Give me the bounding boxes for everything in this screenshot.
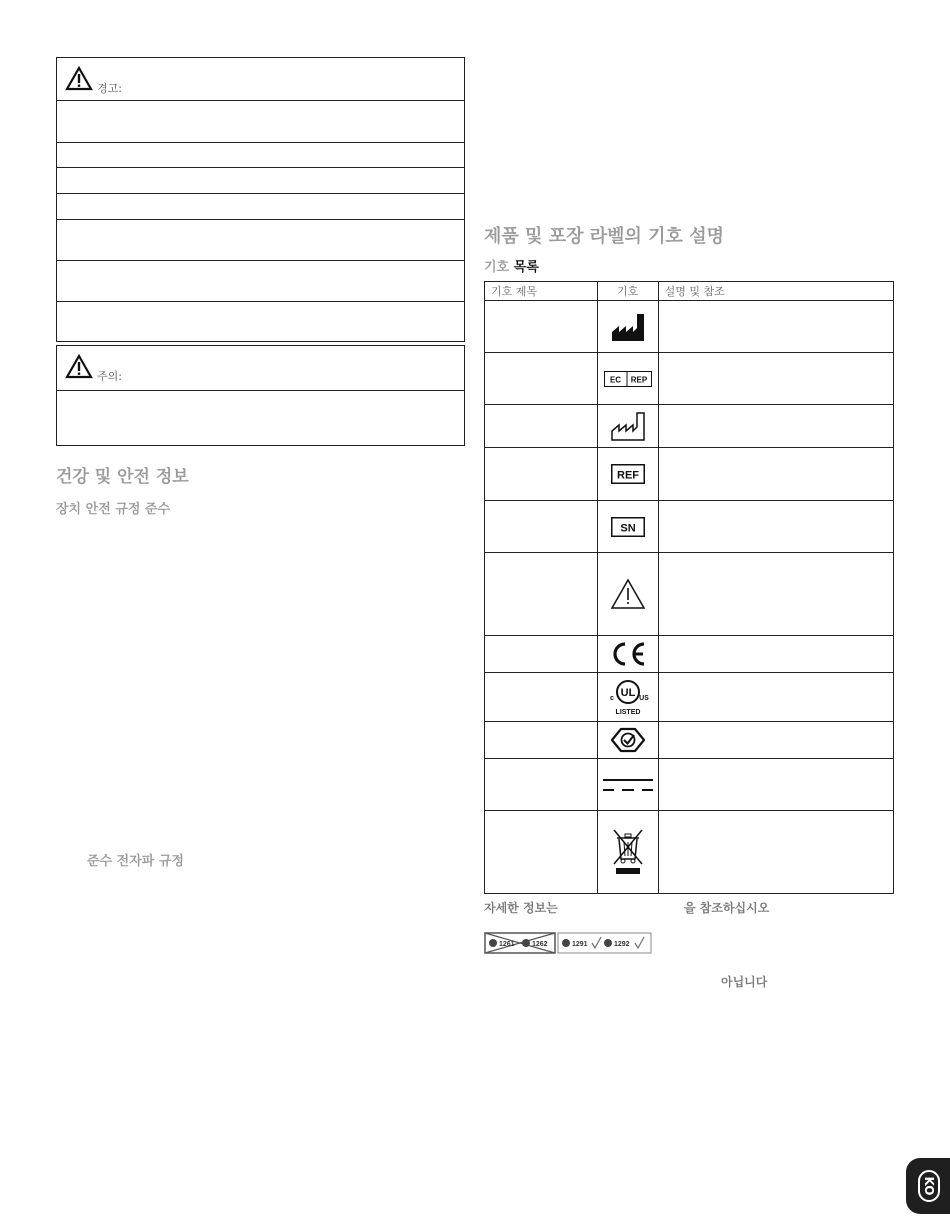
- warning-label: 경고:: [97, 82, 122, 95]
- table-cell: [597, 553, 658, 636]
- warning-row: [57, 260, 464, 301]
- symbols-title: 제품 및 포장 라벨의 기호 설명: [484, 226, 724, 247]
- table-cell: [485, 405, 598, 448]
- manufacturer-icon: [610, 312, 646, 342]
- ok-model-1: 1291: [572, 941, 588, 948]
- table-cell: [597, 759, 658, 811]
- table-cell: [485, 553, 598, 636]
- table-cell: [597, 448, 658, 501]
- device-dot-icon: [604, 939, 612, 947]
- table-row: [485, 448, 894, 501]
- weee-bin-icon: [611, 828, 645, 876]
- table-cell: [485, 353, 598, 405]
- checkmark-icon: [635, 937, 644, 948]
- serial-number-icon: [611, 517, 645, 537]
- table-cell: [597, 353, 658, 405]
- table-row: [485, 636, 894, 673]
- more-info-right: 을 참조하십시오: [684, 901, 770, 915]
- table-row: [485, 301, 894, 353]
- warning-triangle-icon: [65, 66, 93, 91]
- ul-listed-icon: [606, 677, 650, 717]
- ul-us-text: US: [638, 695, 649, 702]
- table-row: [485, 673, 894, 722]
- date-of-manufacture-icon: [610, 411, 646, 441]
- table-cell: [485, 673, 598, 722]
- checkmark-icon: [592, 937, 601, 948]
- warning-row: [57, 219, 464, 260]
- warning-row: [57, 301, 464, 341]
- table-cell: [658, 301, 893, 353]
- table-cell: [485, 301, 598, 353]
- not-text: 아닙니다: [721, 975, 768, 989]
- language-code: KO: [922, 1176, 936, 1196]
- table-cell: [597, 811, 658, 894]
- ce-mark-icon: [609, 641, 647, 667]
- direct-current-icon: [602, 778, 654, 792]
- table-cell: [597, 673, 658, 722]
- table-cell: [658, 405, 893, 448]
- table-cell: [485, 722, 598, 759]
- table-cell: [658, 448, 893, 501]
- health-safety-title: 건강 및 안전 정보: [56, 467, 189, 487]
- table-row: [485, 501, 894, 553]
- crossed-model-2: 1262: [532, 941, 548, 948]
- table-cell: [485, 759, 598, 811]
- catalog-number-icon: [611, 464, 645, 484]
- table-cell: [597, 405, 658, 448]
- symbols-subtitle: [484, 256, 539, 275]
- table-row: [485, 811, 894, 894]
- symbols-table: [484, 281, 894, 894]
- rep-text: REP: [630, 375, 647, 384]
- table-cell: [597, 636, 658, 673]
- device-dot-icon: [522, 939, 530, 947]
- ul-c-text: c: [609, 695, 614, 702]
- warning-box: [56, 57, 465, 342]
- compatibility-strip: [484, 932, 652, 954]
- table-cell: [485, 811, 598, 894]
- table-header-row: [485, 282, 894, 301]
- table-cell: [485, 448, 598, 501]
- device-safety-subtitle: 장치 안전 규정 준수: [56, 502, 171, 517]
- table-cell: [658, 553, 893, 636]
- table-row: [485, 405, 894, 448]
- table-cell: [485, 636, 598, 673]
- table-cell: [658, 722, 893, 759]
- ul-text: UL: [620, 687, 636, 699]
- device-dot-icon: [489, 939, 497, 947]
- warning-row: [57, 142, 464, 167]
- caution-row: [57, 390, 464, 445]
- caution-label: 주의:: [97, 370, 122, 383]
- device-dot-icon: [562, 939, 570, 947]
- table-cell: [597, 722, 658, 759]
- crossed-model-1: 1261: [499, 941, 515, 948]
- table-row: [485, 553, 894, 636]
- header-symbol: 기호: [597, 282, 658, 301]
- table-cell: [658, 759, 893, 811]
- rcm-mark-icon: [609, 726, 647, 754]
- warning-row: [57, 100, 464, 142]
- ul-listed-text: LISTED: [615, 709, 641, 716]
- symbols-subtitle-black: 목록: [513, 260, 539, 275]
- table-cell: [658, 673, 893, 722]
- caution-triangle-icon: [610, 578, 646, 610]
- table-cell: [658, 501, 893, 553]
- caution-triangle-icon: [65, 354, 93, 379]
- caution-header: [57, 346, 464, 390]
- table-cell: [597, 301, 658, 353]
- ok-model-2: 1292: [614, 941, 630, 948]
- table-cell: [597, 501, 658, 553]
- sn-text: SN: [620, 522, 636, 534]
- table-row: [485, 759, 894, 811]
- ec-text: EC: [609, 375, 621, 384]
- ec-rep-icon: [604, 371, 652, 387]
- table-cell: [485, 501, 598, 553]
- table-cell: [658, 636, 893, 673]
- table-row: [485, 722, 894, 759]
- header-symbol-title: 기호 제목: [485, 282, 598, 301]
- table-row: [485, 353, 894, 405]
- table-cell: [658, 811, 893, 894]
- ref-text: REF: [616, 469, 639, 482]
- table-cell: [658, 353, 893, 405]
- warning-row: [57, 167, 464, 193]
- warning-row: [57, 193, 464, 219]
- more-info-left: 자세한 정보는: [484, 901, 558, 915]
- emc-label: 준수 전자파 규정: [87, 854, 184, 869]
- header-description: 설명 및 참조: [658, 282, 893, 301]
- symbols-subtitle-gray: 기호: [484, 260, 510, 275]
- caution-box: [56, 345, 465, 446]
- warning-header: [57, 58, 464, 100]
